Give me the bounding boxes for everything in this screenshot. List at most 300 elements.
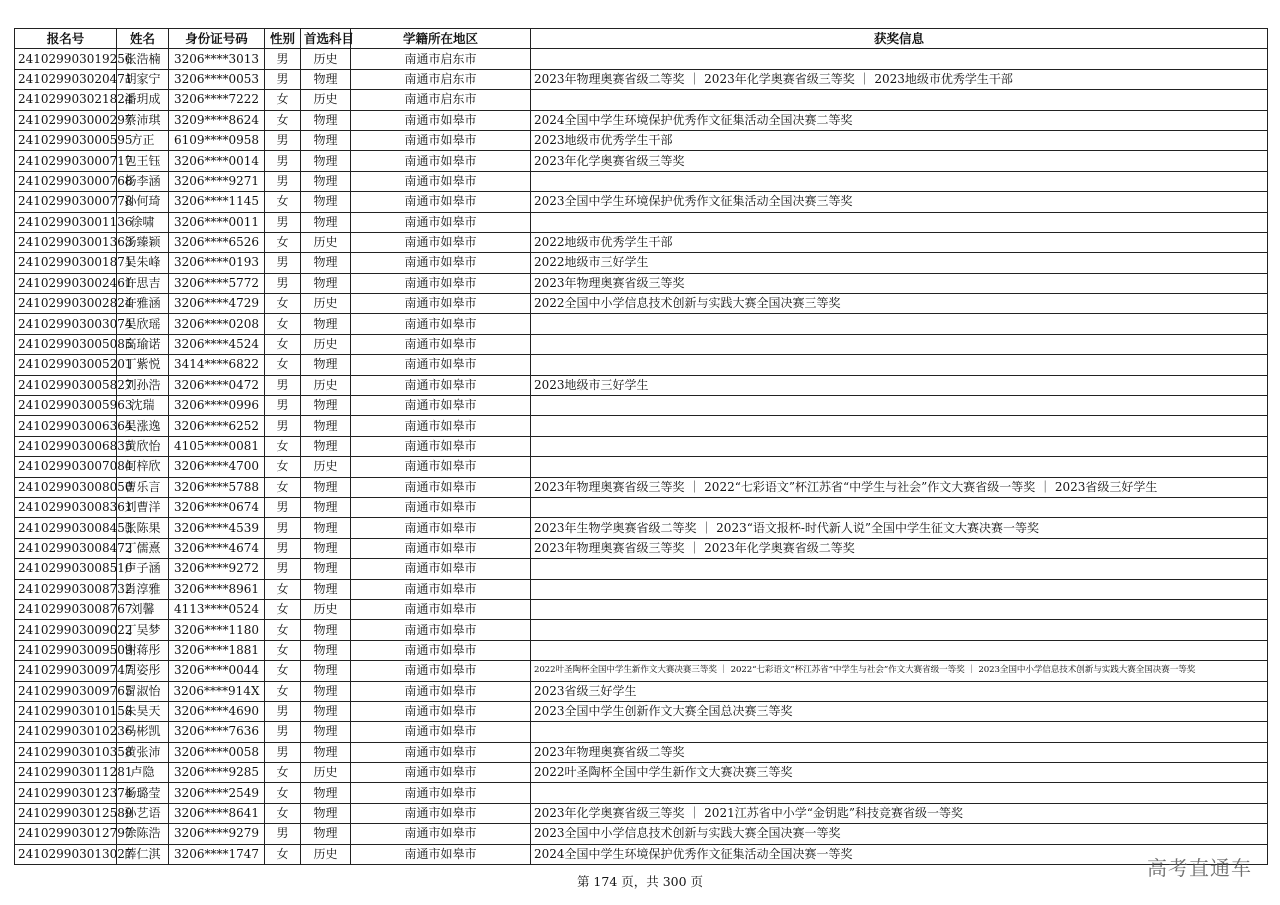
cell-gender: 女 xyxy=(265,763,301,783)
cell-awards xyxy=(531,722,1268,742)
table-row xyxy=(15,497,1268,517)
cell-region: 南通市启东市 xyxy=(351,49,531,69)
cell-gender: 男 xyxy=(265,518,301,538)
table-header-row xyxy=(15,29,1268,49)
cell-id-number: 3206****0053 xyxy=(169,69,265,89)
cell-reg-no: 241029903009509 xyxy=(15,640,117,660)
cell-region: 南通市如皋市 xyxy=(351,518,531,538)
cell-subject: 物理 xyxy=(301,538,351,558)
cell-reg-no: 241029903019256 xyxy=(15,49,117,69)
cell-reg-no: 241029903021824 xyxy=(15,90,117,110)
cell-id-number: 3206****9279 xyxy=(169,824,265,844)
cell-region: 南通市如皋市 xyxy=(351,375,531,395)
cell-subject: 物理 xyxy=(301,253,351,273)
cell-subject: 历史 xyxy=(301,844,351,864)
cell-name: 谢蒋彤 xyxy=(117,640,169,660)
cell-awards xyxy=(531,334,1268,354)
table-row xyxy=(15,232,1268,252)
cell-awards: 2023全国中小学信息技术创新与实践大赛全国决赛一等奖 xyxy=(531,824,1268,844)
cell-awards xyxy=(531,436,1268,456)
cell-id-number: 3206****4674 xyxy=(169,538,265,558)
table-row xyxy=(15,130,1268,150)
cell-region: 南通市如皋市 xyxy=(351,661,531,681)
cell-id-number: 6109****0958 xyxy=(169,130,265,150)
cell-region: 南通市启东市 xyxy=(351,69,531,89)
cell-gender: 男 xyxy=(265,49,301,69)
cell-id-number: 3206****1747 xyxy=(169,844,265,864)
cell-reg-no: 241029903008472 xyxy=(15,538,117,558)
cell-reg-no: 241029903009022 xyxy=(15,620,117,640)
cell-subject: 历史 xyxy=(301,375,351,395)
cell-reg-no: 241029903002824 xyxy=(15,294,117,314)
cell-awards xyxy=(531,457,1268,477)
cell-reg-no: 241029903001136 xyxy=(15,212,117,232)
cell-id-number: 3206****4729 xyxy=(169,294,265,314)
cell-gender: 男 xyxy=(265,273,301,293)
cell-region: 南通市如皋市 xyxy=(351,436,531,456)
cell-subject: 物理 xyxy=(301,355,351,375)
cell-reg-no: 241029903012589 xyxy=(15,803,117,823)
cell-id-number: 3206****4524 xyxy=(169,334,265,354)
cell-name: 丁吴梦 xyxy=(117,620,169,640)
cell-name: 方正 xyxy=(117,130,169,150)
cell-reg-no: 241029903008453 xyxy=(15,518,117,538)
cell-name: 何梓欣 xyxy=(117,457,169,477)
cell-id-number: 3206****0014 xyxy=(169,151,265,171)
cell-name: 薛仁淇 xyxy=(117,844,169,864)
cell-awards: 2024全国中学生环境保护优秀作文征集活动全国决赛二等奖 xyxy=(531,110,1268,130)
cell-gender: 女 xyxy=(265,110,301,130)
cell-gender: 女 xyxy=(265,232,301,252)
cell-awards xyxy=(531,599,1268,619)
cell-subject: 历史 xyxy=(301,457,351,477)
cell-id-number: 3209****8624 xyxy=(169,110,265,130)
cell-subject: 物理 xyxy=(301,661,351,681)
cell-name: 潘玥成 xyxy=(117,90,169,110)
cell-name: 徐啸 xyxy=(117,212,169,232)
table-row xyxy=(15,701,1268,721)
cell-id-number: 4105****0081 xyxy=(169,436,265,456)
cell-gender: 男 xyxy=(265,151,301,171)
cell-subject: 历史 xyxy=(301,334,351,354)
cell-id-number: 3206****0208 xyxy=(169,314,265,334)
cell-subject: 物理 xyxy=(301,314,351,334)
cell-awards: 2023年化学奥赛省级三等奖 xyxy=(531,151,1268,171)
cell-gender: 男 xyxy=(265,69,301,89)
cell-name: 包王钰 xyxy=(117,151,169,171)
cell-name: 丁紫悦 xyxy=(117,355,169,375)
cell-region: 南通市如皋市 xyxy=(351,396,531,416)
cell-region: 南通市启东市 xyxy=(351,90,531,110)
cell-reg-no: 241029903012797 xyxy=(15,824,117,844)
table-row xyxy=(15,294,1268,314)
cell-subject: 物理 xyxy=(301,151,351,171)
cell-gender: 男 xyxy=(265,701,301,721)
cell-reg-no: 241029903005963 xyxy=(15,396,117,416)
cell-name: 张陈果 xyxy=(117,518,169,538)
cell-subject: 物理 xyxy=(301,824,351,844)
header-id-number: 身份证号码 xyxy=(169,29,265,49)
cell-region: 南通市如皋市 xyxy=(351,151,531,171)
table-row xyxy=(15,314,1268,334)
cell-awards xyxy=(531,171,1268,191)
cell-reg-no: 241029903006364 xyxy=(15,416,117,436)
cell-id-number: 3206****1180 xyxy=(169,620,265,640)
cell-reg-no: 241029903010236 xyxy=(15,722,117,742)
awards-table xyxy=(14,28,1268,865)
cell-reg-no: 241029903005201 xyxy=(15,355,117,375)
cell-reg-no: 241029903006835 xyxy=(15,436,117,456)
cell-gender: 男 xyxy=(265,130,301,150)
cell-reg-no: 241029903009765 xyxy=(15,681,117,701)
cell-gender: 女 xyxy=(265,620,301,640)
cell-name: 曹乐言 xyxy=(117,477,169,497)
cell-subject: 物理 xyxy=(301,579,351,599)
cell-subject: 物理 xyxy=(301,212,351,232)
cell-id-number: 3206****1145 xyxy=(169,192,265,212)
cell-subject: 物理 xyxy=(301,436,351,456)
cell-id-number: 3206****0011 xyxy=(169,212,265,232)
table-row xyxy=(15,518,1268,538)
cell-region: 南通市如皋市 xyxy=(351,681,531,701)
cell-subject: 物理 xyxy=(301,803,351,823)
cell-name: 卢子涵 xyxy=(117,559,169,579)
table-row xyxy=(15,69,1268,89)
cell-region: 南通市如皋市 xyxy=(351,416,531,436)
table-row xyxy=(15,803,1268,823)
cell-reg-no: 241029903013027 xyxy=(15,844,117,864)
cell-id-number: 3206****0044 xyxy=(169,661,265,681)
cell-reg-no: 241029903020471 xyxy=(15,69,117,89)
cell-awards xyxy=(531,396,1268,416)
cell-reg-no: 241029903000297 xyxy=(15,110,117,130)
cell-name: 许雅涵 xyxy=(117,294,169,314)
cell-id-number: 3206****5772 xyxy=(169,273,265,293)
cell-id-number: 3206****4539 xyxy=(169,518,265,538)
cell-subject: 物理 xyxy=(301,69,351,89)
cell-gender: 男 xyxy=(265,559,301,579)
cell-region: 南通市如皋市 xyxy=(351,294,531,314)
table-row xyxy=(15,334,1268,354)
cell-name: 马彬凯 xyxy=(117,722,169,742)
table-row xyxy=(15,396,1268,416)
cell-name: 黄张沛 xyxy=(117,742,169,762)
cell-name: 蔡沛琪 xyxy=(117,110,169,130)
cell-gender: 女 xyxy=(265,192,301,212)
table-row xyxy=(15,436,1268,456)
cell-subject: 物理 xyxy=(301,783,351,803)
cell-name: 肖淳雅 xyxy=(117,579,169,599)
cell-region: 南通市如皋市 xyxy=(351,110,531,130)
cell-reg-no: 241029903010158 xyxy=(15,701,117,721)
cell-gender: 男 xyxy=(265,171,301,191)
cell-region: 南通市如皋市 xyxy=(351,253,531,273)
table-row xyxy=(15,681,1268,701)
cell-subject: 历史 xyxy=(301,294,351,314)
table-row xyxy=(15,110,1268,130)
cell-gender: 女 xyxy=(265,599,301,619)
header-name: 姓名 xyxy=(117,29,169,49)
cell-name: 杨李涵 xyxy=(117,171,169,191)
cell-region: 南通市如皋市 xyxy=(351,538,531,558)
cell-awards: 2023全国中学生创新作文大赛全国总决赛三等奖 xyxy=(531,701,1268,721)
cell-subject: 物理 xyxy=(301,477,351,497)
cell-region: 南通市如皋市 xyxy=(351,477,531,497)
cell-awards xyxy=(531,783,1268,803)
cell-awards: 2023年物理奥赛省级二等奖 ｜ 2023年化学奥赛省级三等奖 ｜ 2023地级市优秀学生干部 xyxy=(531,69,1268,89)
cell-awards: 2022叶圣陶杯全国中学生新作文大赛决赛三等奖 xyxy=(531,763,1268,783)
cell-id-number: 3206****1881 xyxy=(169,640,265,660)
cell-name: 卢隐 xyxy=(117,763,169,783)
cell-id-number: 3206****8961 xyxy=(169,579,265,599)
cell-name: 刘馨 xyxy=(117,599,169,619)
cell-region: 南通市如皋市 xyxy=(351,579,531,599)
cell-name: 周姿彤 xyxy=(117,661,169,681)
cell-awards: 2023地级市优秀学生干部 xyxy=(531,130,1268,150)
cell-name: 吴朱峰 xyxy=(117,253,169,273)
cell-awards: 2022叶圣陶杯全国中学生新作文大赛决赛三等奖 ｜ 2022“七彩语文”杯江苏省“中学生与社会”作文大赛省级一等奖 ｜ 2023全国中小学信息技术创新与实践大赛全国决赛一等奖 xyxy=(531,661,1268,681)
cell-reg-no: 241029903000778 xyxy=(15,192,117,212)
table-row xyxy=(15,824,1268,844)
cell-gender: 男 xyxy=(265,396,301,416)
cell-awards xyxy=(531,620,1268,640)
header-gender: 性别 xyxy=(265,29,301,49)
cell-gender: 女 xyxy=(265,803,301,823)
table-row xyxy=(15,844,1268,864)
cell-reg-no: 241029903010358 xyxy=(15,742,117,762)
cell-id-number: 3206****0193 xyxy=(169,253,265,273)
cell-region: 南通市如皋市 xyxy=(351,497,531,517)
cell-gender: 男 xyxy=(265,497,301,517)
cell-id-number: 3206****7222 xyxy=(169,90,265,110)
table-row xyxy=(15,171,1268,191)
cell-gender: 女 xyxy=(265,314,301,334)
cell-awards xyxy=(531,640,1268,660)
cell-subject: 物理 xyxy=(301,130,351,150)
cell-region: 南通市如皋市 xyxy=(351,457,531,477)
table-row xyxy=(15,90,1268,110)
cell-subject: 历史 xyxy=(301,232,351,252)
table-row xyxy=(15,763,1268,783)
cell-gender: 女 xyxy=(265,661,301,681)
cell-region: 南通市如皋市 xyxy=(351,701,531,721)
header-awards: 获奖信息 xyxy=(531,29,1268,49)
cell-region: 南通市如皋市 xyxy=(351,355,531,375)
cell-awards: 2022地级市三好学生 xyxy=(531,253,1268,273)
cell-region: 南通市如皋市 xyxy=(351,130,531,150)
cell-subject: 物理 xyxy=(301,273,351,293)
cell-awards: 2023年生物学奥赛省级二等奖 ｜ 2023“语文报杯-时代新人说”全国中学生征文大赛决赛一等奖 xyxy=(531,518,1268,538)
table-row xyxy=(15,599,1268,619)
cell-region: 南通市如皋市 xyxy=(351,559,531,579)
table-row xyxy=(15,49,1268,69)
cell-awards: 2023年物理奥赛省级二等奖 xyxy=(531,742,1268,762)
cell-awards: 2024全国中学生环境保护优秀作文征集活动全国决赛一等奖 xyxy=(531,844,1268,864)
cell-name: 汤臻颖 xyxy=(117,232,169,252)
cell-awards xyxy=(531,416,1268,436)
table-row xyxy=(15,742,1268,762)
table-row xyxy=(15,661,1268,681)
cell-reg-no: 241029903005085 xyxy=(15,334,117,354)
cell-subject: 物理 xyxy=(301,518,351,538)
cell-gender: 女 xyxy=(265,477,301,497)
cell-id-number: 4113****0524 xyxy=(169,599,265,619)
cell-gender: 女 xyxy=(265,457,301,477)
cell-gender: 女 xyxy=(265,640,301,660)
cell-awards: 2022全国中小学信息技术创新与实践大赛全国决赛三等奖 xyxy=(531,294,1268,314)
cell-subject: 物理 xyxy=(301,742,351,762)
cell-subject: 历史 xyxy=(301,49,351,69)
cell-awards: 2023年物理奥赛省级三等奖 ｜ 2023年化学奥赛省级二等奖 xyxy=(531,538,1268,558)
cell-name: 杨璐莹 xyxy=(117,783,169,803)
cell-reg-no: 241029903005827 xyxy=(15,375,117,395)
cell-id-number: 3206****4700 xyxy=(169,457,265,477)
cell-region: 南通市如皋市 xyxy=(351,314,531,334)
cell-subject: 物理 xyxy=(301,620,351,640)
table-row xyxy=(15,722,1268,742)
cell-awards: 2022地级市优秀学生干部 xyxy=(531,232,1268,252)
cell-subject: 物理 xyxy=(301,171,351,191)
cell-region: 南通市如皋市 xyxy=(351,334,531,354)
cell-subject: 历史 xyxy=(301,763,351,783)
cell-awards: 2023年物理奥赛省级三等奖 ｜ 2022“七彩语文”杯江苏省“中学生与社会”作文大赛省级一等奖 ｜ 2023省级三好学生 xyxy=(531,477,1268,497)
cell-region: 南通市如皋市 xyxy=(351,824,531,844)
cell-gender: 男 xyxy=(265,212,301,232)
cell-reg-no: 241029903008361 xyxy=(15,497,117,517)
cell-subject: 物理 xyxy=(301,559,351,579)
cell-id-number: 3206****4690 xyxy=(169,701,265,721)
table-row xyxy=(15,273,1268,293)
cell-id-number: 3206****5788 xyxy=(169,477,265,497)
cell-name: 丁儒熹 xyxy=(117,538,169,558)
cell-reg-no: 241029903007084 xyxy=(15,457,117,477)
cell-name: 张浩楠 xyxy=(117,49,169,69)
cell-gender: 女 xyxy=(265,579,301,599)
table-body xyxy=(15,49,1268,865)
cell-id-number: 3206****6526 xyxy=(169,232,265,252)
table-row xyxy=(15,783,1268,803)
cell-name: 吴涨逸 xyxy=(117,416,169,436)
watermark: 高考直通车 xyxy=(1147,856,1252,880)
cell-gender: 男 xyxy=(265,538,301,558)
cell-gender: 男 xyxy=(265,722,301,742)
cell-region: 南通市如皋市 xyxy=(351,171,531,191)
cell-subject: 物理 xyxy=(301,722,351,742)
cell-gender: 女 xyxy=(265,783,301,803)
cell-gender: 女 xyxy=(265,90,301,110)
cell-name: 高瑜诺 xyxy=(117,334,169,354)
cell-awards: 2023地级市三好学生 xyxy=(531,375,1268,395)
cell-gender: 女 xyxy=(265,844,301,864)
cell-region: 南通市如皋市 xyxy=(351,722,531,742)
cell-name: 徐陈浩 xyxy=(117,824,169,844)
cell-region: 南通市如皋市 xyxy=(351,640,531,660)
cell-gender: 女 xyxy=(265,334,301,354)
table-row xyxy=(15,375,1268,395)
cell-subject: 物理 xyxy=(301,640,351,660)
cell-reg-no: 241029903001871 xyxy=(15,253,117,273)
page-number: 第 174 页，共 300 页 xyxy=(576,874,704,889)
cell-subject: 物理 xyxy=(301,497,351,517)
cell-name: 吴欣瑶 xyxy=(117,314,169,334)
cell-subject: 物理 xyxy=(301,110,351,130)
cell-reg-no: 241029903008767 xyxy=(15,599,117,619)
cell-region: 南通市如皋市 xyxy=(351,232,531,252)
cell-reg-no: 241029903001363 xyxy=(15,232,117,252)
cell-gender: 女 xyxy=(265,294,301,314)
cell-subject: 物理 xyxy=(301,416,351,436)
cell-name: 刘曹洋 xyxy=(117,497,169,517)
cell-reg-no: 241029903009747 xyxy=(15,661,117,681)
table-row xyxy=(15,192,1268,212)
cell-gender: 男 xyxy=(265,824,301,844)
table-row xyxy=(15,579,1268,599)
cell-id-number: 3206****0058 xyxy=(169,742,265,762)
cell-id-number: 3206****0674 xyxy=(169,497,265,517)
cell-reg-no: 241029903000768 xyxy=(15,171,117,191)
cell-gender: 女 xyxy=(265,436,301,456)
cell-id-number: 3206****3013 xyxy=(169,49,265,69)
table-row xyxy=(15,416,1268,436)
cell-awards: 2023全国中学生环境保护优秀作文征集活动全国决赛三等奖 xyxy=(531,192,1268,212)
cell-gender: 男 xyxy=(265,375,301,395)
cell-awards: 2023年化学奥赛省级三等奖 ｜ 2021江苏省中小学“金钥匙”科技竞赛省级一等奖 xyxy=(531,803,1268,823)
table-row xyxy=(15,457,1268,477)
cell-name: 孙艺语 xyxy=(117,803,169,823)
cell-awards xyxy=(531,559,1268,579)
cell-subject: 物理 xyxy=(301,701,351,721)
cell-awards xyxy=(531,314,1268,334)
cell-id-number: 3206****9285 xyxy=(169,763,265,783)
cell-gender: 女 xyxy=(265,681,301,701)
header-reg-no: 报名号 xyxy=(15,29,117,49)
cell-name: 朱昊天 xyxy=(117,701,169,721)
cell-name: 刘孙浩 xyxy=(117,375,169,395)
cell-reg-no: 241029903002461 xyxy=(15,273,117,293)
cell-subject: 物理 xyxy=(301,192,351,212)
cell-region: 南通市如皋市 xyxy=(351,742,531,762)
cell-id-number: 3206****0472 xyxy=(169,375,265,395)
table-row xyxy=(15,151,1268,171)
cell-id-number: 3206****6252 xyxy=(169,416,265,436)
cell-name: 沈瑞 xyxy=(117,396,169,416)
header-region: 学籍所在地区 xyxy=(351,29,531,49)
cell-reg-no: 241029903000717 xyxy=(15,151,117,171)
cell-reg-no: 241029903008510 xyxy=(15,559,117,579)
cell-id-number: 3206****9271 xyxy=(169,171,265,191)
table-row xyxy=(15,253,1268,273)
cell-region: 南通市如皋市 xyxy=(351,273,531,293)
cell-awards xyxy=(531,355,1268,375)
cell-id-number: 3206****2549 xyxy=(169,783,265,803)
cell-region: 南通市如皋市 xyxy=(351,620,531,640)
cell-id-number: 3206****7636 xyxy=(169,722,265,742)
cell-id-number: 3206****0996 xyxy=(169,396,265,416)
cell-awards xyxy=(531,497,1268,517)
header-subject: 首选科目 xyxy=(301,29,351,49)
cell-id-number: 3206****914X xyxy=(169,681,265,701)
cell-region: 南通市如皋市 xyxy=(351,192,531,212)
cell-reg-no: 241029903012374 xyxy=(15,783,117,803)
cell-awards: 2023省级三好学生 xyxy=(531,681,1268,701)
cell-reg-no: 241029903003074 xyxy=(15,314,117,334)
cell-name: 孙何琦 xyxy=(117,192,169,212)
cell-awards xyxy=(531,90,1268,110)
cell-subject: 历史 xyxy=(301,90,351,110)
cell-subject: 历史 xyxy=(301,599,351,619)
cell-name: 黄欣怡 xyxy=(117,436,169,456)
table-row xyxy=(15,477,1268,497)
